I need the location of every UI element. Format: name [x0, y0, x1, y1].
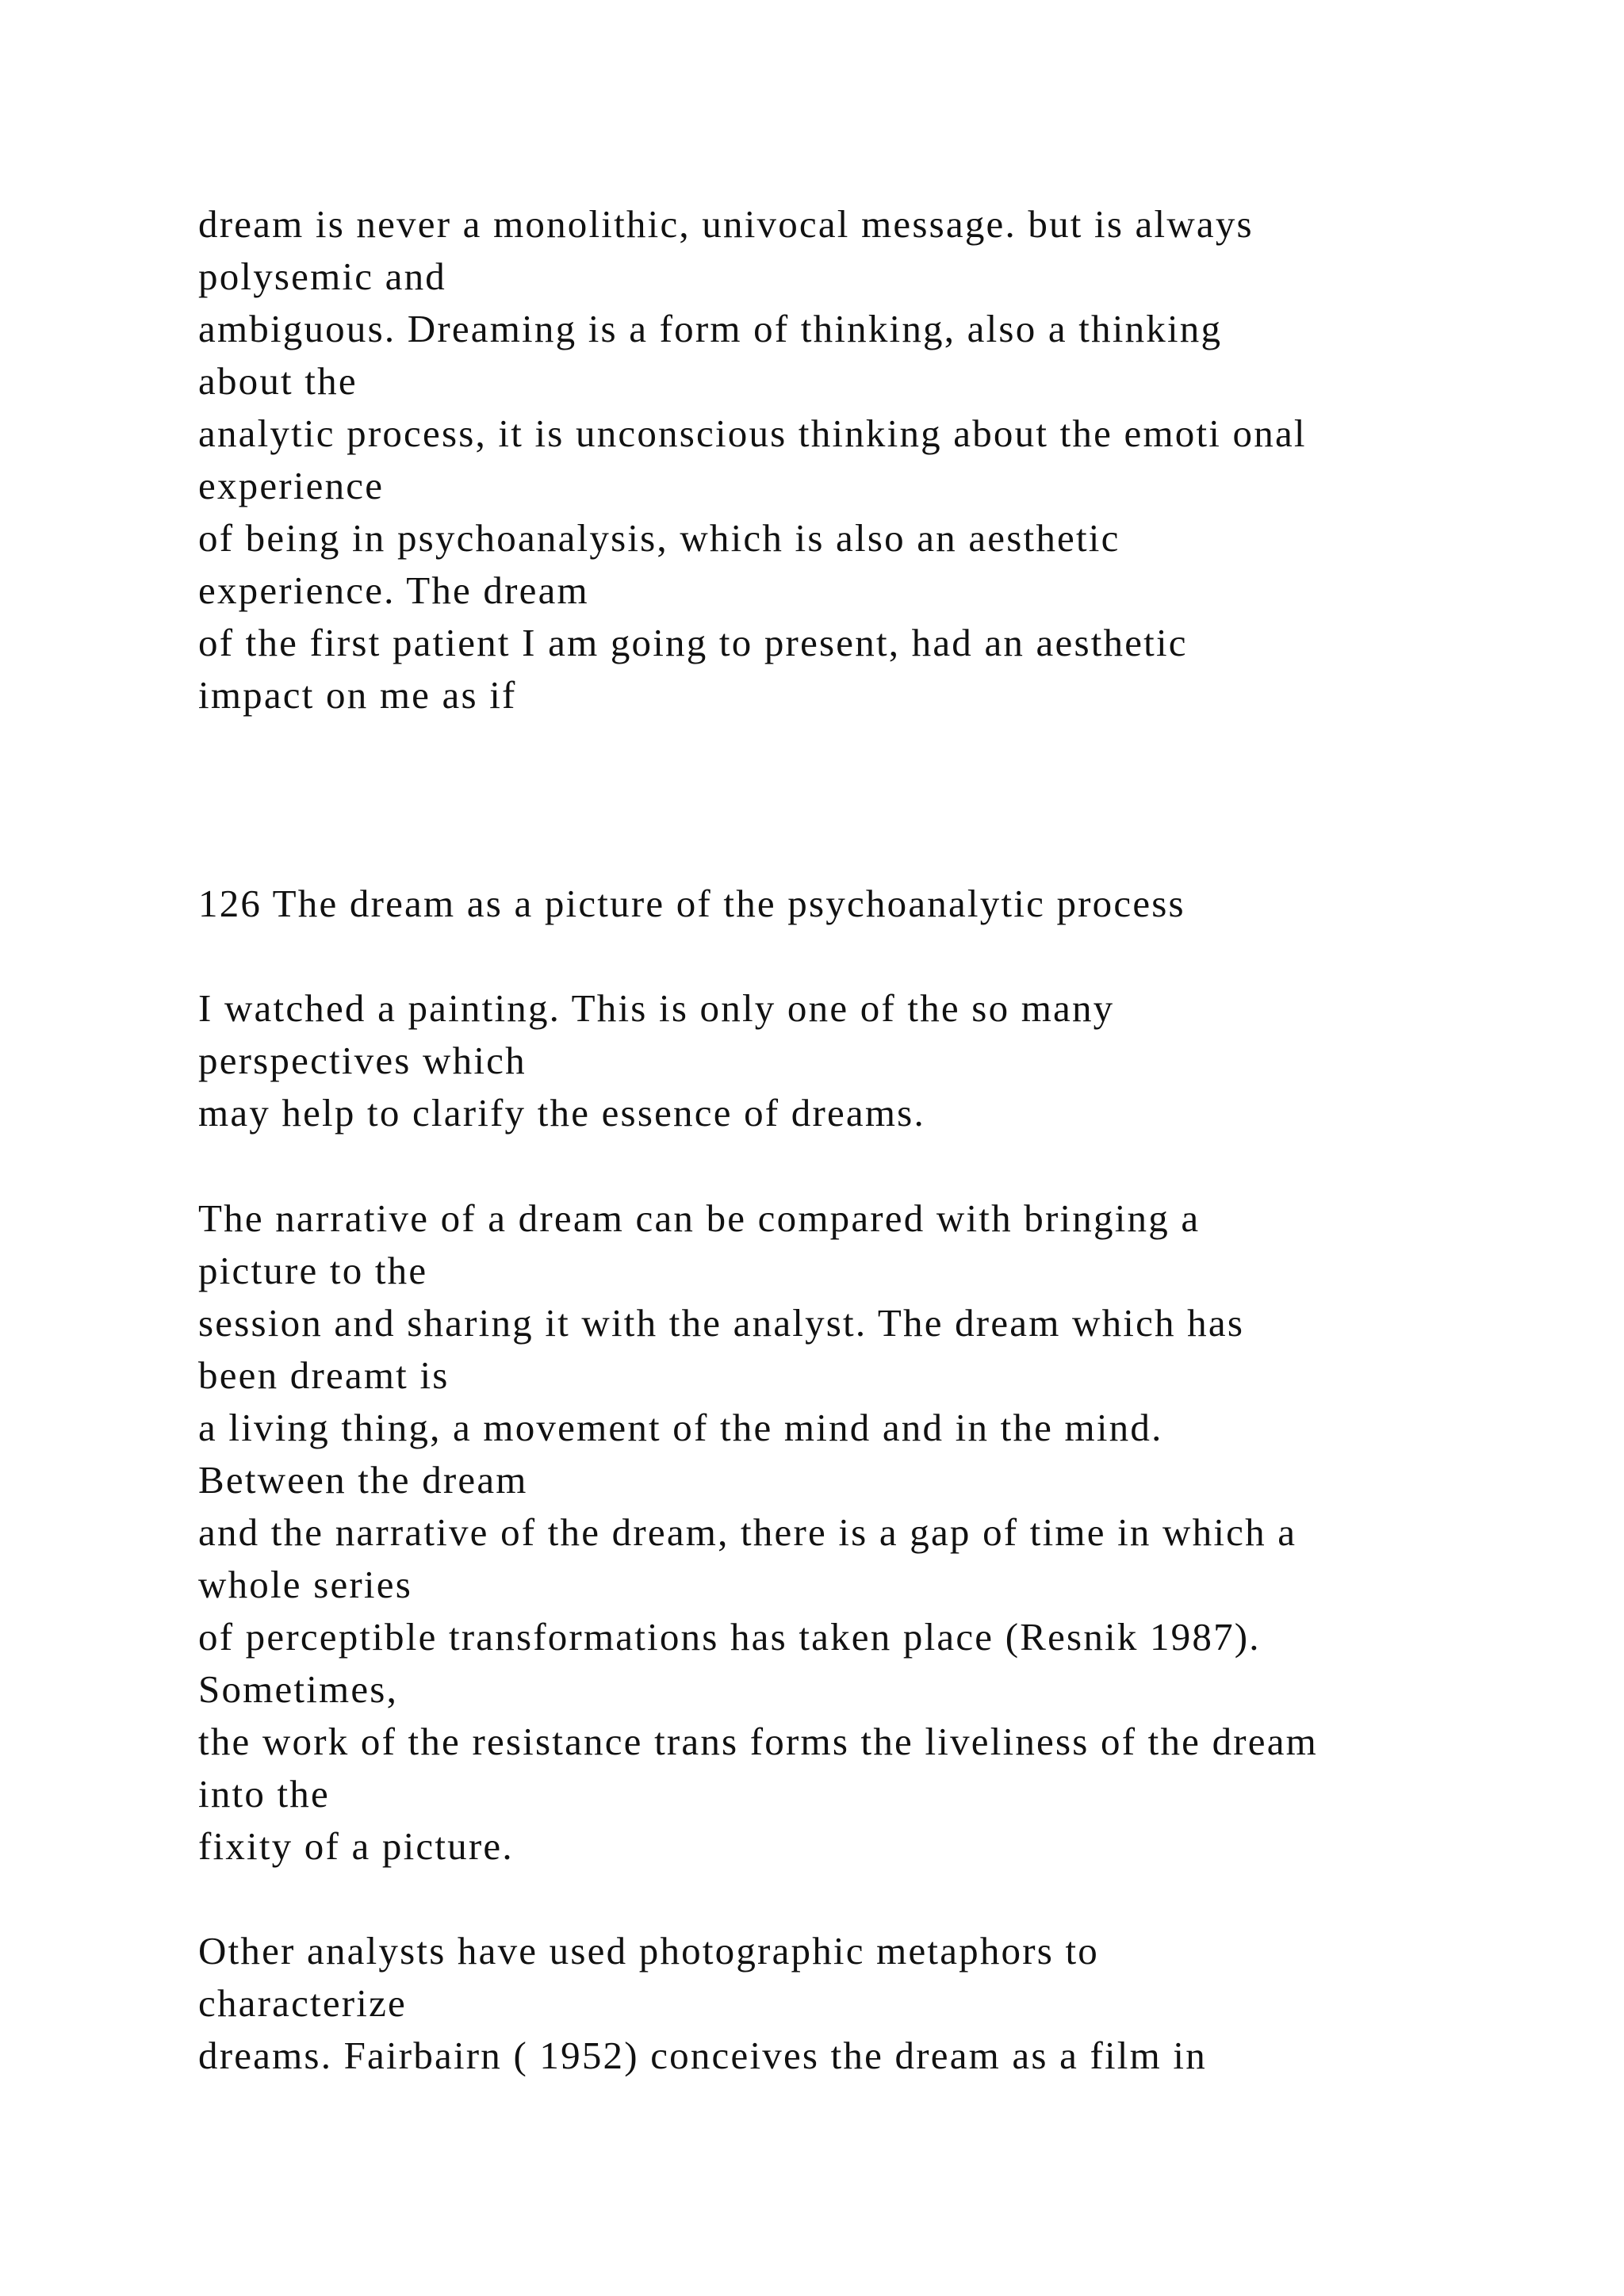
text-line: ambiguous. Dreaming is a form of thinking, also a thinking	[198, 307, 1223, 350]
paragraph-continuation	[198, 198, 1515, 721]
paragraph-narrative	[198, 1192, 1515, 1873]
text-line: whole series	[198, 1563, 412, 1606]
text-line: and the narrative of the dream, there is a gap of time in which a	[198, 1510, 1297, 1554]
running-header-text: 126 The dream as a picture of the psychoanalytic process	[198, 882, 1185, 925]
text-line: into the	[198, 1772, 330, 1816]
text-line: picture to the	[198, 1249, 428, 1292]
text-line: may help to clarify the essence of dreams.	[198, 1091, 925, 1135]
text-line: characterize	[198, 1981, 408, 2025]
text-line: The narrative of a dream can be compared with bringing a	[198, 1196, 1201, 1240]
text-line: dreams. Fairbairn ( 1952) conceives the dream as a film in	[198, 2034, 1207, 2077]
text-line: of perceptible transformations has taken place (Resnik 1987).	[198, 1615, 1261, 1659]
text-line: experience	[198, 464, 385, 507]
text-line: dream is never a monolithic, univocal message. but is always	[198, 202, 1254, 246]
running-header	[198, 878, 1515, 930]
text-line: been dreamt is	[198, 1353, 450, 1397]
text-line: the work of the resistance trans forms the liveliness of the dream	[198, 1720, 1318, 1763]
text-line: polysemic and	[198, 254, 447, 298]
text-line: of the first patient I am going to present, had an aesthetic	[198, 621, 1188, 664]
text-line: Other analysts have used photographic metaphors to	[198, 1929, 1100, 1973]
text-line: about the	[198, 359, 358, 403]
text-line: analytic process, it is unconscious thinking about the emoti onal	[198, 411, 1307, 455]
text-line: session and sharing it with the analyst. The dream which has	[198, 1301, 1245, 1345]
paragraph-painting	[198, 982, 1515, 1139]
text-line: impact on me as if	[198, 673, 517, 717]
text-line: a living thing, a movement of the mind and in the mind.	[198, 1406, 1163, 1449]
text-line: I watched a painting. This is only one of the so many	[198, 986, 1115, 1030]
text-line: experience. The dream	[198, 568, 589, 612]
text-line: Between the dream	[198, 1458, 528, 1502]
text-line: perspectives which	[198, 1039, 527, 1082]
paragraph-photographic	[198, 1925, 1515, 2082]
text-line: Sometimes,	[198, 1667, 399, 1711]
text-line: of being in psychoanalysis, which is also an aesthetic	[198, 516, 1120, 560]
text-line: fixity of a picture.	[198, 1824, 514, 1868]
